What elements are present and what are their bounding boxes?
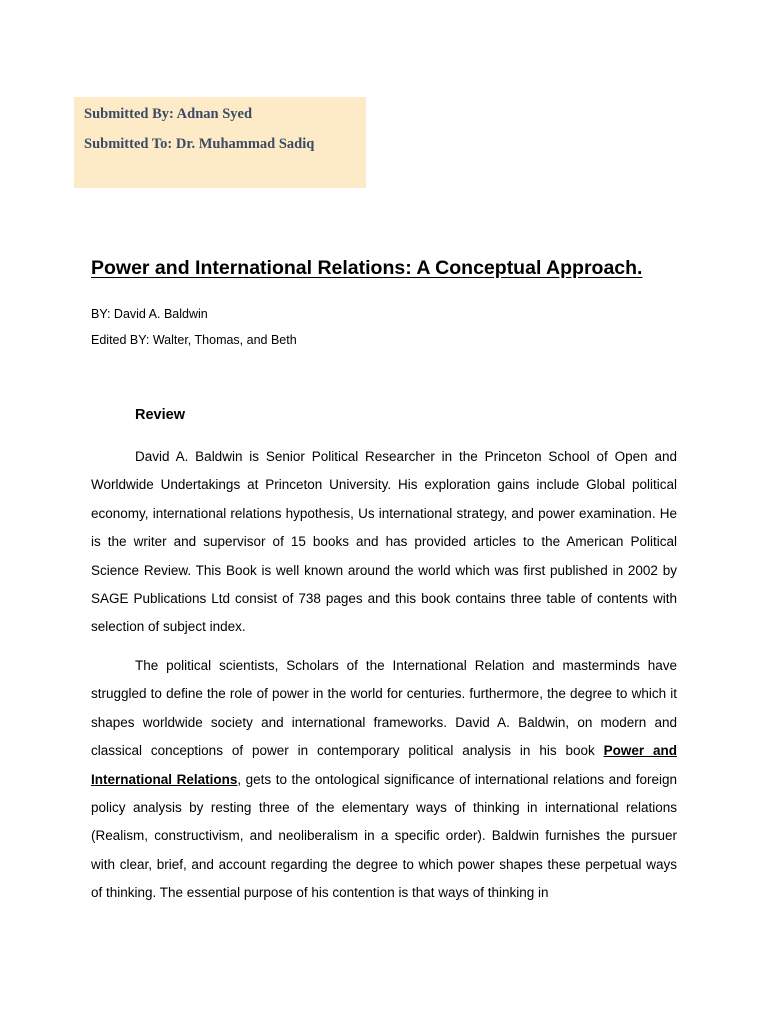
submitted-by: Submitted By: Adnan Syed [84,106,253,122]
book-title-reference: Power and International Relations [91,743,677,787]
document-title: Power and International Relations: A Conceptual Approach. [91,257,643,279]
submitted-to: Submitted To: Dr. Muhammad Sadiq [84,136,315,152]
author-line: BY: David A. Baldwin [91,307,208,321]
edited-by-line: Edited BY: Walter, Thomas, and Beth [91,333,297,347]
submission-box [74,97,366,188]
paragraph-2-text-after: , gets to the ontological significance of international relations and foreign policy analysis by resting three of the elementary ways of thinking in international relations (Realism, constructivism, and neoliberalism in a specific order). Baldwin furnishes the pursuer with clear, brief, and account regarding the degree to which power shapes these perpetual ways of thinking. The essential purpose of his contention is that ways of thinking in [91,771,677,901]
review-paragraph-1: David A. Baldwin is Senior Political Researcher in the Princeton School of Open and Worldwide Undertakings at Princeton University. His exploration gains include Global political economy, international relations hypothesis, Us international strategy, and power examination. He is the writer and supervisor of 15 books and has provided articles to the American Political Science Review. This Book is well known around the world which was first published in 2002 by SAGE Publications Ltd consist of 738 pages and this book contains three table of contents with selection of subject index. [91,449,677,635]
paragraph-2-text-before: The political scientists, Scholars of the International Relation and masterminds have struggled to define the role of power in the world for centuries. furthermore, the degree to which it shapes worldwide society and international frameworks. David A. Baldwin, on modern and classical conceptions of power in contemporary political analysis in his book [91,658,677,759]
review-heading: Review [135,407,185,423]
review-paragraph-2 [91,652,677,908]
